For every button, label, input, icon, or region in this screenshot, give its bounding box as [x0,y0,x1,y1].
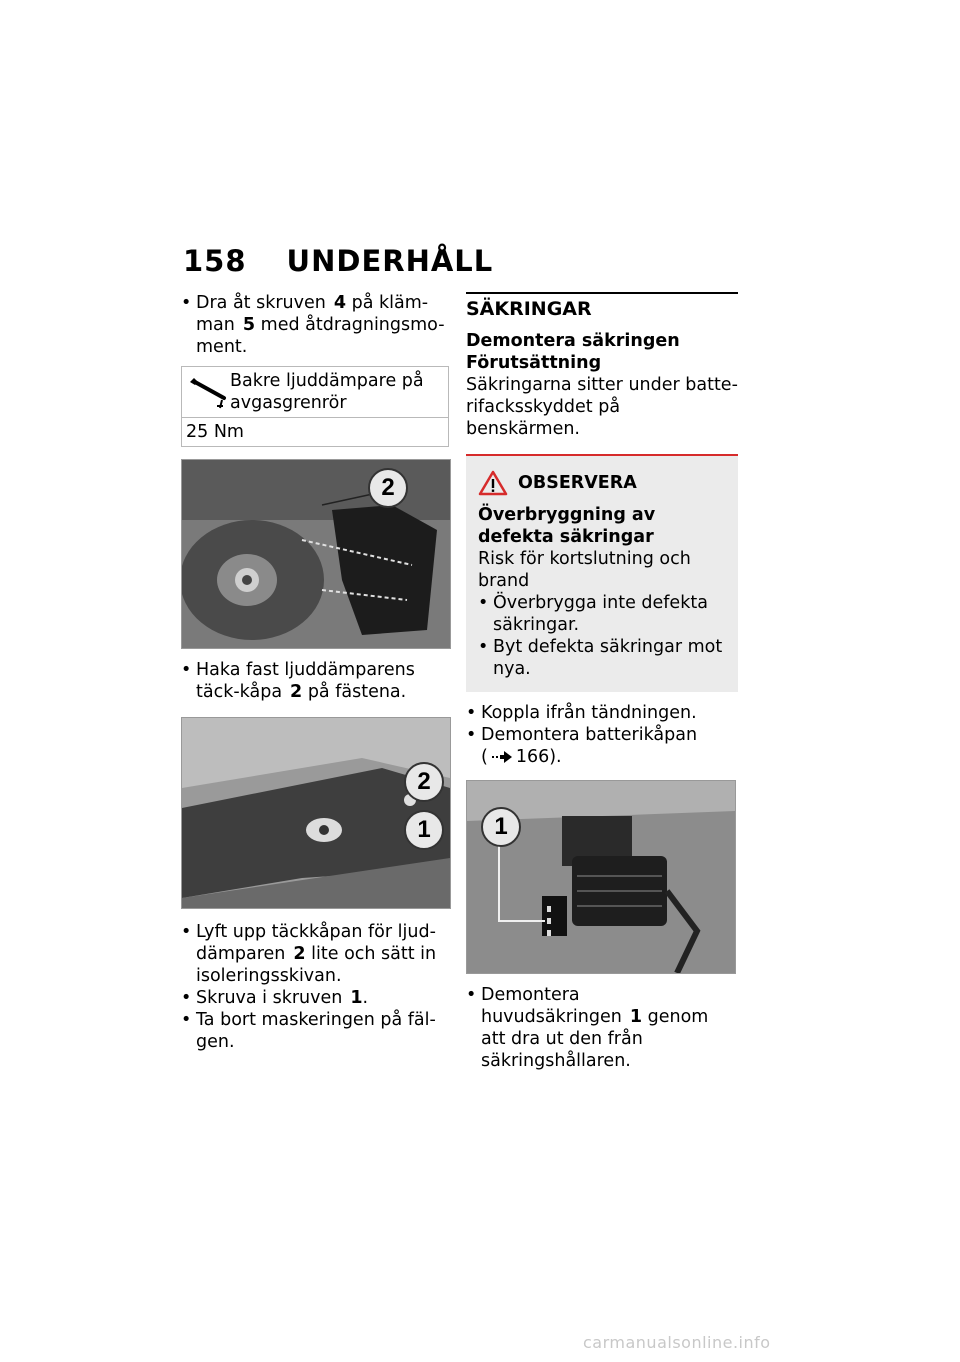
page-title: UNDERHÅLL [286,244,494,278]
section-title: SÄKRINGAR [466,298,592,320]
step-remove-battery-cover [466,724,738,768]
step-text: på kläm-man [196,293,429,335]
callout-number: 2 [368,468,408,508]
step-screw-in [181,987,453,1009]
spec-label: Bakre ljuddämpare på avgasgrenrör [230,371,424,413]
step-remove-masking [181,1009,453,1053]
muffler-cover-photo [181,459,451,649]
ref-paren: ). [549,747,562,767]
step-text: Demontera huvudsäkringen [481,985,622,1027]
ref-number: 4 [333,293,347,313]
muffler-screw-photo [181,717,451,909]
spec-value: 25 Nm [182,418,449,447]
section-divider [466,292,738,294]
ref-number: 1 [629,1007,643,1027]
watermark: carmanualsonline.info [583,1333,771,1352]
page-number: 158 [183,244,247,278]
wrench-icon [186,370,230,410]
prerequisite-title: Förutsättning [466,353,602,373]
muffler-illustration [182,460,450,648]
ref-number: 1 [350,988,363,1008]
ref-number: 2 [293,944,306,964]
callout-number: 1 [404,810,444,850]
intro-text: Säkringarna sitter under batte-rifacksskyddet på benskärmen. [466,375,738,439]
left-column [181,292,453,1053]
step-text: . [362,988,369,1008]
torque-spec-table [181,366,449,447]
note-risk: Risk för kortslutning och brand [478,549,691,591]
note-label: OBSERVERA [518,473,637,493]
step-text: Haka fast ljuddämparens täck-kåpa [196,660,415,702]
ref-number: 2 [290,682,303,702]
caution-note [466,454,738,692]
step-lift-cover [181,921,453,987]
note-heading: Överbryggning av defekta säkringar [478,505,656,547]
ref-paren: ( [481,747,488,767]
step-text: Demontera batterikåpan [481,725,698,745]
right-column [466,292,738,1072]
step-tighten-screw [181,292,453,358]
step-remove-main-fuse [466,984,738,1072]
step-text: Skruva i skruven [196,988,343,1008]
note-item: • Byt defekta säkringar mot nya. [478,636,728,680]
step-text: Koppla ifrån tändningen. [481,703,697,723]
page-ref-link[interactable]: 166 [515,747,550,767]
page-ref-arrow-icon [492,751,512,763]
step-ignition-off [466,702,738,724]
step-hook-cover [181,659,453,703]
step-text: Lyft upp täckkåpan för ljud-dämparen [196,922,436,964]
note-item: • Överbrygga inte defekta säkringar. [478,592,728,636]
step-text: på fästena. [307,682,407,702]
step-text: genom att dra ut den från säkringshållaren. [481,1007,709,1071]
ref-number: 5 [242,315,256,335]
muffler-screw-illustration [182,718,450,908]
page-header [183,244,493,278]
step-text: lite och sätt in isoleringsskivan. [196,944,437,986]
step-text: med åtdragningsmo-ment. [196,315,445,357]
callout-number: 2 [404,762,444,802]
fuse-photo [466,780,736,974]
subsection-title: Demontera säkringen [466,331,680,351]
callout-number: 1 [481,807,521,847]
step-text: Ta bort maskeringen på fäl-gen. [196,1010,436,1052]
warning-icon [478,470,508,496]
step-text: Dra åt skruven [196,293,326,313]
